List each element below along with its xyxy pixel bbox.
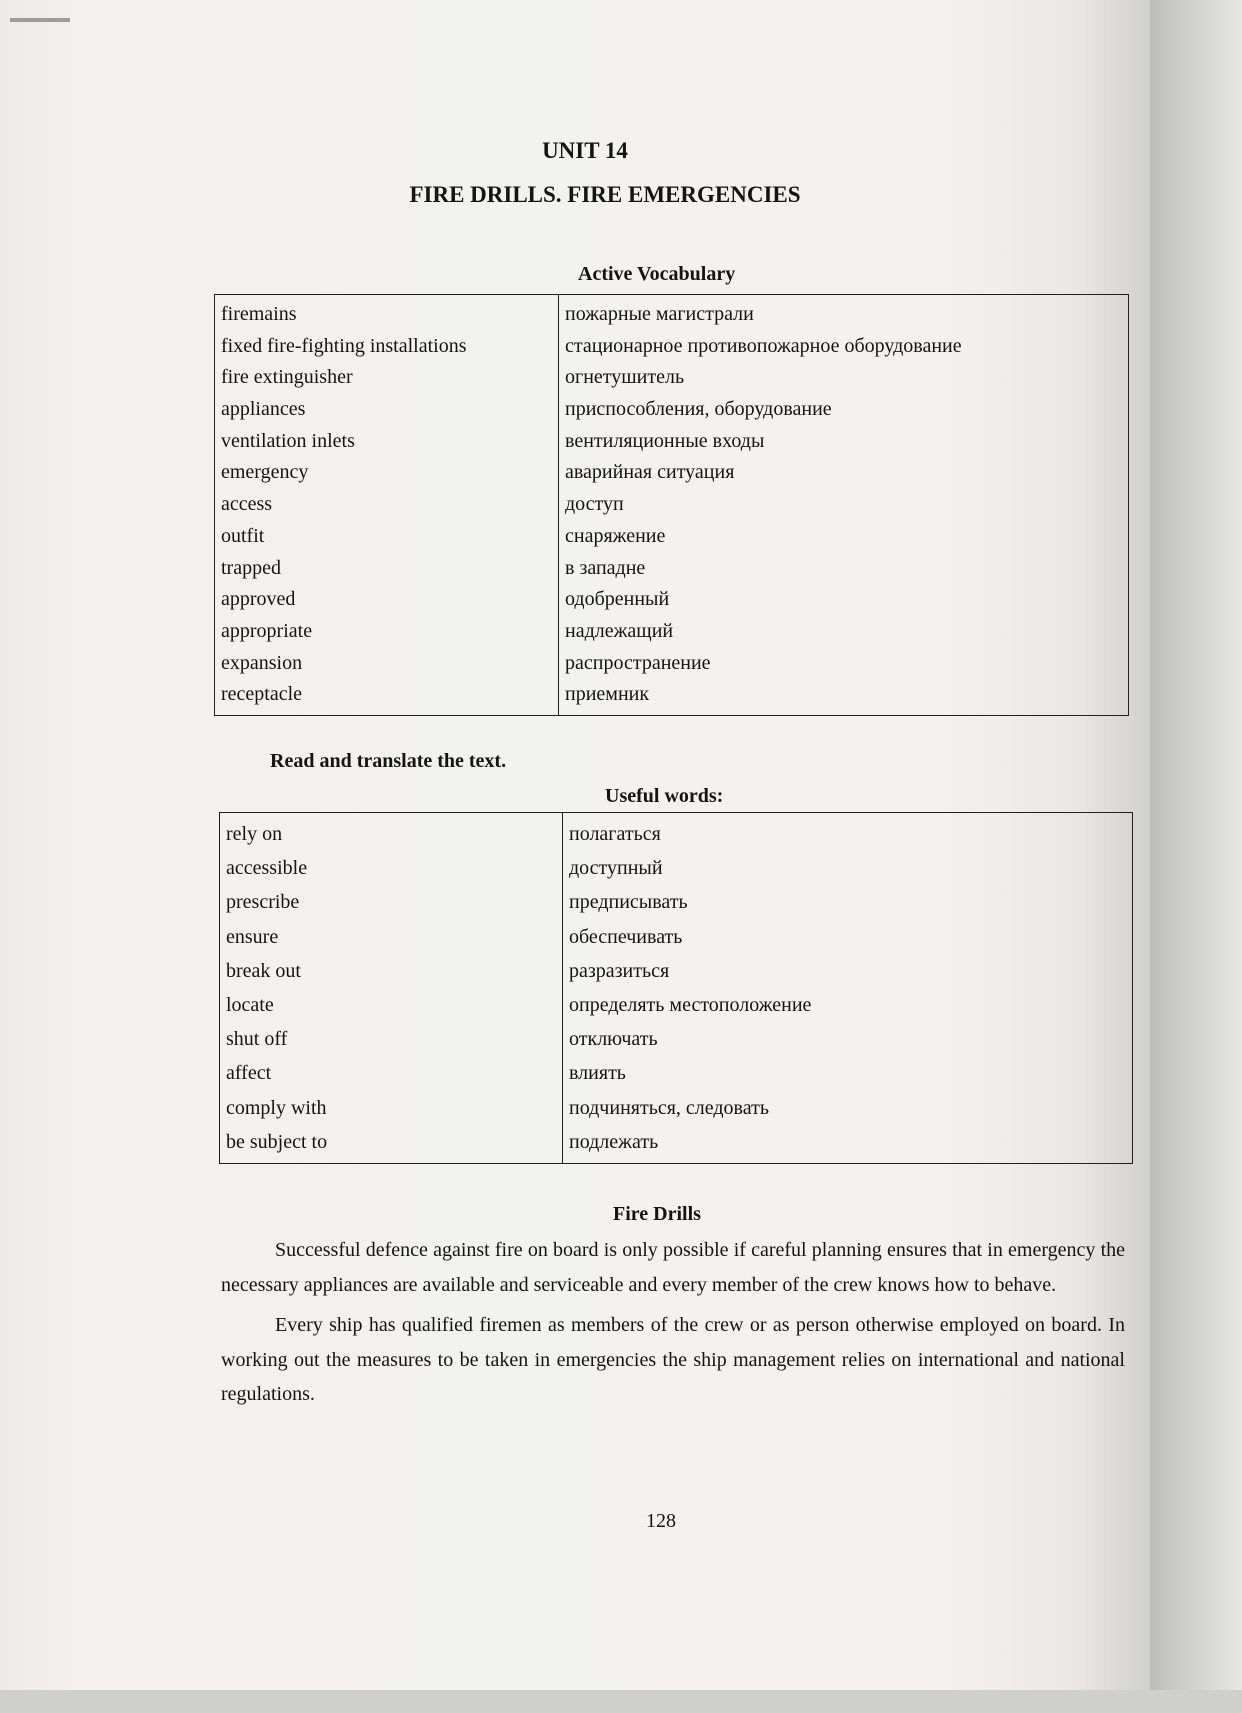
useful-term: ensure bbox=[226, 925, 279, 948]
active-vocabulary-table bbox=[214, 294, 1129, 716]
vocab-term: firemains bbox=[221, 303, 297, 325]
useful-term: affect bbox=[226, 1062, 272, 1085]
vocab-term: receptacle bbox=[221, 683, 303, 706]
scan-bottom-band bbox=[0, 1690, 1242, 1713]
vocab-term: expansion bbox=[221, 651, 303, 674]
reading-paragraph: Successful defence against fire on board is only possible if careful planning ensures that in emergency the necessary appliances are available and serviceable and every member of the crew knows how to behave. bbox=[221, 1239, 1125, 1296]
useful-term: locate bbox=[226, 993, 274, 1016]
vocab-translation: огнетушитель bbox=[565, 366, 685, 389]
useful-translation: доступный bbox=[569, 857, 663, 880]
vocab-term: access bbox=[221, 493, 273, 516]
vocab-term: appropriate bbox=[221, 619, 313, 642]
vocab-term: outfit bbox=[221, 524, 265, 547]
vocab-translation: надлежащий bbox=[565, 619, 674, 642]
useful-term: accessible bbox=[226, 857, 308, 880]
useful-russian-column bbox=[563, 813, 1133, 1164]
vocab-translation: приемник bbox=[565, 683, 650, 706]
vocab-translation: стационарное противопожарное оборудование bbox=[565, 334, 962, 357]
useful-term: break out bbox=[226, 959, 301, 982]
instruction-heading: Read and translate the text. bbox=[270, 750, 507, 772]
vocab-term: ventilation inlets bbox=[221, 429, 355, 452]
useful-translation: подлежать bbox=[569, 1130, 659, 1153]
useful-translation: отключать bbox=[569, 1028, 658, 1051]
useful-term: rely on bbox=[226, 823, 283, 845]
useful-translation: влиять bbox=[569, 1062, 626, 1085]
vocab-translation: аварийная ситуация bbox=[565, 461, 735, 484]
vocab-translation: приспособления, оборудование bbox=[565, 398, 832, 421]
vocab-term: appliances bbox=[221, 398, 306, 421]
useful-term: shut off bbox=[226, 1028, 288, 1051]
useful-translation: разразиться bbox=[569, 959, 670, 982]
vocab-translation: доступ bbox=[565, 493, 624, 516]
useful-translation: полагаться bbox=[569, 823, 661, 845]
vocab-english-column bbox=[215, 295, 559, 716]
vocab-russian-column bbox=[559, 295, 1129, 716]
vocab-term: approved bbox=[221, 588, 296, 611]
scan-mark bbox=[10, 18, 70, 22]
page-title bbox=[0, 182, 1242, 208]
reading-heading-text: Fire Drills bbox=[613, 1203, 701, 1225]
useful-term: comply with bbox=[226, 1096, 327, 1119]
useful-term: be subject to bbox=[226, 1130, 328, 1153]
vocab-translation: снаряжение bbox=[565, 524, 666, 547]
useful-words-table bbox=[219, 812, 1133, 1164]
active-vocabulary-heading: Active Vocabulary bbox=[578, 263, 736, 285]
vocab-translation: вентиляционные входы bbox=[565, 429, 765, 452]
page-number bbox=[0, 1510, 1242, 1533]
vocab-term: emergency bbox=[221, 461, 309, 484]
useful-translation: обеспечивать bbox=[569, 925, 683, 948]
useful-words-heading: Useful words: bbox=[605, 785, 724, 807]
page-title-text: FIRE DRILLS. FIRE EMERGENCIES bbox=[409, 182, 801, 207]
useful-term: prescribe bbox=[226, 891, 300, 914]
vocab-translation: одобренный bbox=[565, 588, 670, 611]
reading-heading bbox=[0, 1203, 1242, 1226]
useful-translation: предписывать bbox=[569, 891, 688, 914]
unit-label: UNIT 14 bbox=[542, 138, 628, 163]
vocab-term: trapped bbox=[221, 556, 281, 579]
useful-translation: подчиняться, следовать bbox=[569, 1096, 769, 1119]
reading-paragraph: Every ship has qualified firemen as members of the crew or as person otherwise employed on board. In working out the measures to be taken in emergencies the ship management relies on international and national regulations. bbox=[221, 1314, 1125, 1405]
useful-translation: определять местоположение bbox=[569, 993, 812, 1016]
vocab-term: fixed fire-fighting installations bbox=[221, 334, 467, 357]
vocab-term: fire extinguisher bbox=[221, 366, 353, 389]
vocab-translation: пожарные магистрали bbox=[565, 303, 754, 325]
vocab-translation: в западне bbox=[565, 556, 646, 579]
page-edge-shadow bbox=[1150, 0, 1242, 1713]
page-number-text: 128 bbox=[646, 1510, 676, 1532]
reading-text bbox=[221, 1233, 1125, 1418]
vocab-translation: распространение bbox=[565, 651, 711, 674]
useful-english-column bbox=[220, 813, 563, 1164]
